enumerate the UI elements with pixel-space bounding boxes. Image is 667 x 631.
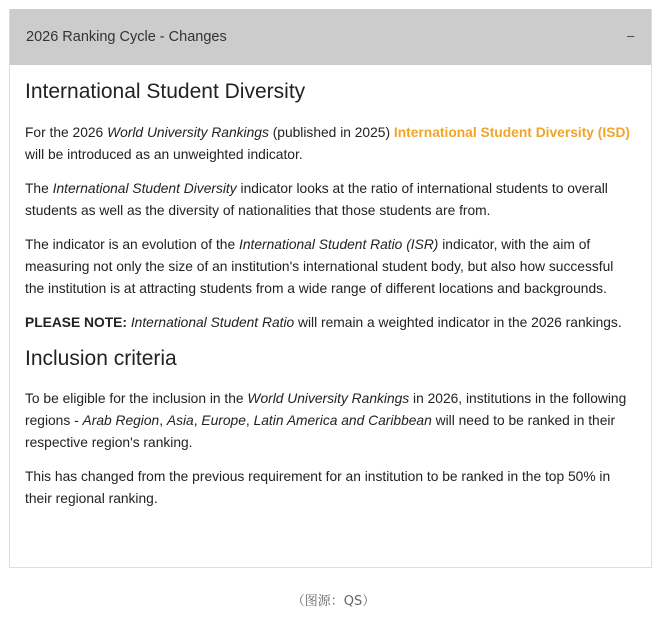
inclusion-paragraph-1 [25, 388, 635, 454]
text: indicator looks at the ratio of international students to overall students as well as the diversity of nationalities that those students are from. [25, 181, 608, 218]
rankings-name: World University Rankings [107, 125, 269, 140]
inclusion-paragraph-2: This has changed from the previous requirement for an institution to be ranked in the top 50% in their regional ranking. [25, 469, 611, 506]
accordion-content [10, 65, 651, 510]
region-name: Latin America and Caribbean [253, 413, 432, 428]
image-source-caption: （图源：QS） [291, 594, 376, 609]
collapse-icon[interactable]: − [626, 28, 635, 46]
text: For the 2026 [25, 125, 108, 140]
rankings-name: World University Rankings [247, 391, 410, 406]
text: The indicator is an evolution of the [25, 237, 239, 252]
text: will need to be ranked in their respective region's ranking. [25, 413, 616, 450]
indicator-name: International Student Ratio (ISR) [238, 237, 439, 252]
accordion-title: 2026 Ranking Cycle - Changes [26, 29, 227, 45]
isd-paragraph-2 [25, 178, 635, 222]
text: will be introduced as an unweighted indicator. [25, 147, 303, 162]
isd-paragraph-1 [25, 122, 635, 166]
text: (published in 2025) [268, 125, 394, 140]
inclusion-heading: Inclusion criteria [25, 347, 177, 370]
text: in 2026, institutions in the following regions - [25, 391, 627, 428]
region-name: Europe [201, 413, 246, 428]
text: , [159, 413, 167, 428]
text: indicator, with the aim of measuring not only the size of an institution's international student body, but also how successful the institution is at attracting students from a wide range of different locations and backgrounds. [25, 237, 614, 296]
isd-link[interactable]: International Student Diversity (ISD) [393, 125, 631, 140]
text: will remain a weighted indicator in the 2026 rankings. [294, 315, 622, 330]
indicator-name: International Student Diversity [52, 181, 237, 196]
text: , [245, 413, 254, 428]
accordion-panel [9, 9, 652, 568]
region-name: Asia [166, 413, 194, 428]
region-name: Arab Region [82, 413, 160, 428]
please-note-paragraph [25, 312, 635, 334]
please-note-label: PLEASE NOTE: [25, 315, 127, 330]
indicator-name: International Student Ratio [130, 315, 295, 330]
accordion-header[interactable] [10, 9, 651, 65]
text: , [193, 413, 202, 428]
text: The [25, 181, 53, 196]
isd-paragraph-3 [25, 234, 635, 300]
text: To be eligible for the inclusion in the [25, 391, 248, 406]
isd-heading: International Student Diversity [25, 80, 306, 103]
